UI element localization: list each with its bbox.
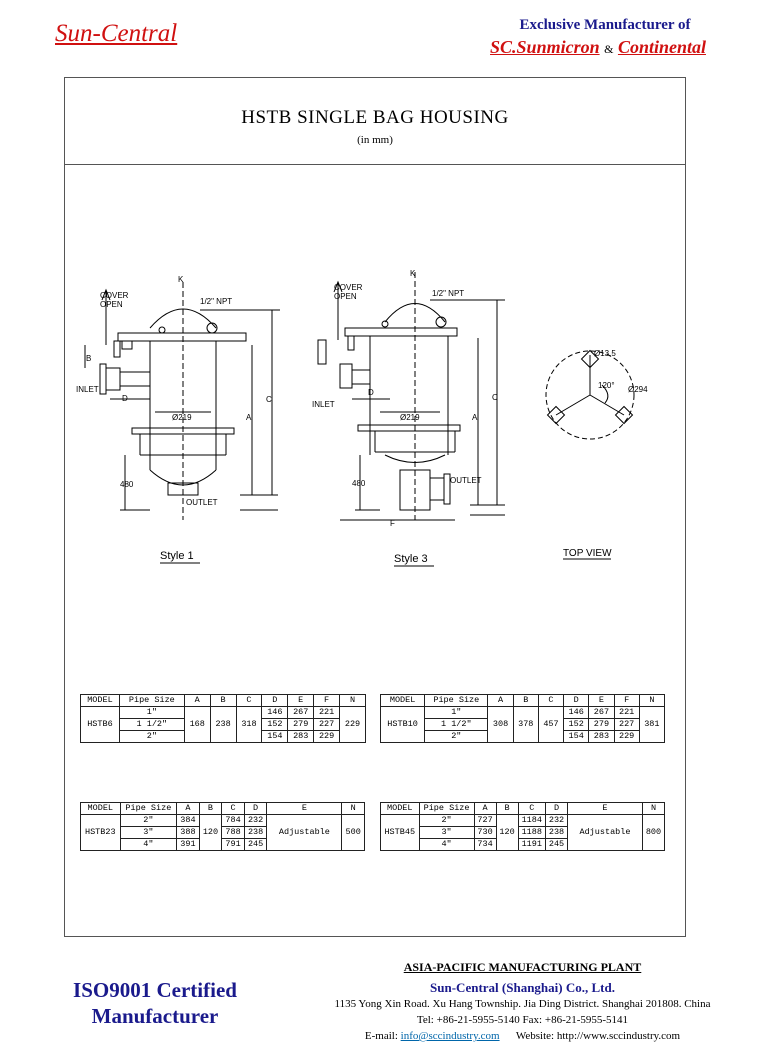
table-cell: 238 xyxy=(210,707,236,743)
label-inlet-style3: INLET xyxy=(312,400,335,409)
table-row xyxy=(381,815,665,827)
table-cell: 318 xyxy=(236,707,262,743)
table-header: MODEL xyxy=(381,695,425,707)
table-cell: 2" xyxy=(425,731,488,743)
table-header: MODEL xyxy=(81,695,120,707)
table-header: B xyxy=(513,695,538,707)
spec-table-hstb45 xyxy=(380,802,665,851)
label-cover-style3: COVER xyxy=(334,283,363,292)
table-header: N xyxy=(342,803,365,815)
table-header: D xyxy=(244,803,267,815)
table-cell: 384 xyxy=(177,815,200,827)
label-npt-style1: 1/2" NPT xyxy=(200,297,233,306)
label-c-style3: C xyxy=(492,393,498,402)
table-cell: 146 xyxy=(564,707,589,719)
table-header-row xyxy=(81,803,365,815)
spec-table-hstb10 xyxy=(380,694,665,743)
table-cell: 245 xyxy=(244,839,267,851)
label-hole-dia: Ø13.5 xyxy=(594,349,616,358)
table-cell: 232 xyxy=(546,815,568,827)
ampersand: & xyxy=(604,42,614,56)
label-d-style1: D xyxy=(122,394,128,403)
table-header: E xyxy=(589,695,614,707)
manufacturer-sunmicron: SC.Sunmicron xyxy=(490,37,600,57)
table-cell: 221 xyxy=(614,707,639,719)
table-cell: 227 xyxy=(614,719,639,731)
table-cell: 229 xyxy=(340,707,366,743)
table-cell: 279 xyxy=(288,719,314,731)
table-cell: 229 xyxy=(614,731,639,743)
label-c-style1: C xyxy=(266,395,272,404)
iso-line-2: Manufacturer xyxy=(91,1004,219,1028)
table-header: A xyxy=(184,695,210,707)
table-cell: HSTB6 xyxy=(81,707,120,743)
table-header: D xyxy=(546,803,568,815)
table-cell: 800 xyxy=(642,815,664,851)
table-cell: 221 xyxy=(314,707,340,719)
label-k-style1: K xyxy=(178,275,184,284)
label-b-style1: B xyxy=(86,354,92,363)
table-cell: 2" xyxy=(120,815,177,827)
exclusive-manufacturer-label: Exclusive Manufacturer of xyxy=(519,17,691,33)
table-cell: 1 1/2" xyxy=(119,719,184,731)
brand-logo-text: Sun-Central xyxy=(55,20,178,47)
spec-table-hstb23 xyxy=(80,802,365,851)
table-cell: HSTB10 xyxy=(381,707,425,743)
label-angle: 120° xyxy=(598,381,615,390)
table-cell: 120 xyxy=(199,815,222,851)
table-header: C xyxy=(538,695,563,707)
label-bolt-circle: Ø294 xyxy=(628,385,648,394)
table-header: E xyxy=(288,695,314,707)
label-inlet-style1: INLET xyxy=(76,385,99,394)
table-cell: 120 xyxy=(496,815,518,851)
table-header-row xyxy=(381,695,665,707)
table-cell: 1184 xyxy=(518,815,545,827)
label-dia-style3: Ø219 xyxy=(400,413,420,422)
table-header: N xyxy=(639,695,664,707)
table-header: F xyxy=(314,695,340,707)
contact-line xyxy=(300,1030,745,1042)
spec-table-hstb6 xyxy=(80,694,366,743)
label-a-style3: A xyxy=(472,413,478,422)
style1-drawing xyxy=(85,282,280,520)
table-header: B xyxy=(199,803,222,815)
table-cell: 227 xyxy=(314,719,340,731)
label-dia-style1: Ø219 xyxy=(172,413,192,422)
table-cell: 4" xyxy=(419,839,474,851)
iso-certification xyxy=(40,977,270,1029)
table-cell: 283 xyxy=(288,731,314,743)
table-cell: Adjustable xyxy=(267,815,342,851)
table-cell: 154 xyxy=(262,731,288,743)
label-npt-style3: 1/2" NPT xyxy=(432,289,465,298)
table-header: D xyxy=(564,695,589,707)
company-phone-fax: Tel: +86-21-5955-5140 Fax: +86-21-5955-5141 xyxy=(416,1014,629,1026)
caption-style3: Style 3 xyxy=(394,553,428,565)
company-name: Sun-Central (Shanghai) Co., Ltd. xyxy=(430,980,615,995)
label-open-style3: OPEN xyxy=(334,292,357,301)
document-units: (in mm) xyxy=(357,134,393,146)
email-label: E-mail: xyxy=(364,1030,398,1042)
table-cell: 154 xyxy=(564,731,589,743)
manufacturer-continental: Continental xyxy=(617,37,706,57)
website-text: Website: http://www.sccindustry.com xyxy=(515,1030,681,1042)
table-cell: 457 xyxy=(538,707,563,743)
table-cell: 152 xyxy=(262,719,288,731)
table-cell: 1191 xyxy=(518,839,545,851)
table-cell: 788 xyxy=(222,827,245,839)
table-cell: HSTB45 xyxy=(381,815,420,851)
table-cell: 2" xyxy=(419,815,474,827)
table-cell: 238 xyxy=(244,827,267,839)
table-cell: 1" xyxy=(119,707,184,719)
label-outlet-style1: OUTLET xyxy=(186,498,218,507)
table-cell: 734 xyxy=(474,839,496,851)
table-header: D xyxy=(262,695,288,707)
table-cell: Adjustable xyxy=(567,815,642,851)
table-cell: 308 xyxy=(488,707,513,743)
top-view-drawing xyxy=(546,351,634,439)
table-header: E xyxy=(567,803,642,815)
caption-top-view: TOP VIEW xyxy=(563,548,612,559)
table-header: MODEL xyxy=(381,803,420,815)
table-cell: 378 xyxy=(513,707,538,743)
table-header: Pipe Size xyxy=(419,803,474,815)
table-cell: 245 xyxy=(546,839,568,851)
label-480-style1: 480 xyxy=(120,480,134,489)
iso-line-1: ISO9001 Certified xyxy=(73,978,237,1002)
table-header: A xyxy=(488,695,513,707)
table-cell: 1 1/2" xyxy=(425,719,488,731)
table-cell: 3" xyxy=(419,827,474,839)
table-row xyxy=(81,707,366,719)
table-cell: 3" xyxy=(120,827,177,839)
table-header: C xyxy=(222,803,245,815)
label-480-style3: 480 xyxy=(352,479,366,488)
table-row xyxy=(381,707,665,719)
table-cell: 168 xyxy=(184,707,210,743)
table-cell: 727 xyxy=(474,815,496,827)
table-cell: 146 xyxy=(262,707,288,719)
email-link[interactable]: info@sccindustry.com xyxy=(400,1030,500,1042)
table-cell: HSTB23 xyxy=(81,815,121,851)
label-open-style1: OPEN xyxy=(100,300,123,309)
table-cell: 4" xyxy=(120,839,177,851)
label-d-style3: D xyxy=(368,388,374,397)
table-cell: 1" xyxy=(425,707,488,719)
table-cell: 381 xyxy=(639,707,664,743)
table-header: A xyxy=(474,803,496,815)
table-cell: 791 xyxy=(222,839,245,851)
company-address: 1135 Yong Xin Road. Xu Hang Township. Jia Ding District. Shanghai 201808. China xyxy=(334,998,711,1010)
table-header: E xyxy=(267,803,342,815)
table-header-row xyxy=(381,803,665,815)
table-cell: 232 xyxy=(244,815,267,827)
table-cell: 784 xyxy=(222,815,245,827)
table-row xyxy=(81,815,365,827)
table-header-row xyxy=(81,695,366,707)
table-cell: 500 xyxy=(342,815,365,851)
label-k-style3: K xyxy=(410,269,416,278)
table-header: Pipe Size xyxy=(119,695,184,707)
table-cell: 152 xyxy=(564,719,589,731)
caption-style1: Style 1 xyxy=(160,550,194,562)
table-cell: 391 xyxy=(177,839,200,851)
table-cell: 238 xyxy=(546,827,568,839)
table-cell: 2" xyxy=(119,731,184,743)
table-header: C xyxy=(518,803,545,815)
table-header: MODEL xyxy=(81,803,121,815)
label-f-style3: F xyxy=(390,519,395,528)
table-header: N xyxy=(340,695,366,707)
document-title: HSTB SINGLE BAG HOUSING xyxy=(241,107,509,128)
table-header: B xyxy=(210,695,236,707)
label-cover-style1: COVER xyxy=(100,291,129,300)
table-header: B xyxy=(496,803,518,815)
table-cell: 267 xyxy=(288,707,314,719)
table-header: Pipe Size xyxy=(425,695,488,707)
table-cell: 283 xyxy=(589,731,614,743)
table-cell: 279 xyxy=(589,719,614,731)
table-header: N xyxy=(642,803,664,815)
table-cell: 388 xyxy=(177,827,200,839)
label-a-style1: A xyxy=(246,413,252,422)
table-header: A xyxy=(177,803,200,815)
table-cell: 229 xyxy=(314,731,340,743)
table-header: Pipe Size xyxy=(120,803,177,815)
table-header: F xyxy=(614,695,639,707)
table-cell: 267 xyxy=(589,707,614,719)
plant-heading: ASIA-PACIFIC MANUFACTURING PLANT xyxy=(403,960,642,974)
label-outlet-style3: OUTLET xyxy=(450,476,482,485)
table-header: C xyxy=(236,695,262,707)
table-cell: 730 xyxy=(474,827,496,839)
table-cell: 1188 xyxy=(518,827,545,839)
